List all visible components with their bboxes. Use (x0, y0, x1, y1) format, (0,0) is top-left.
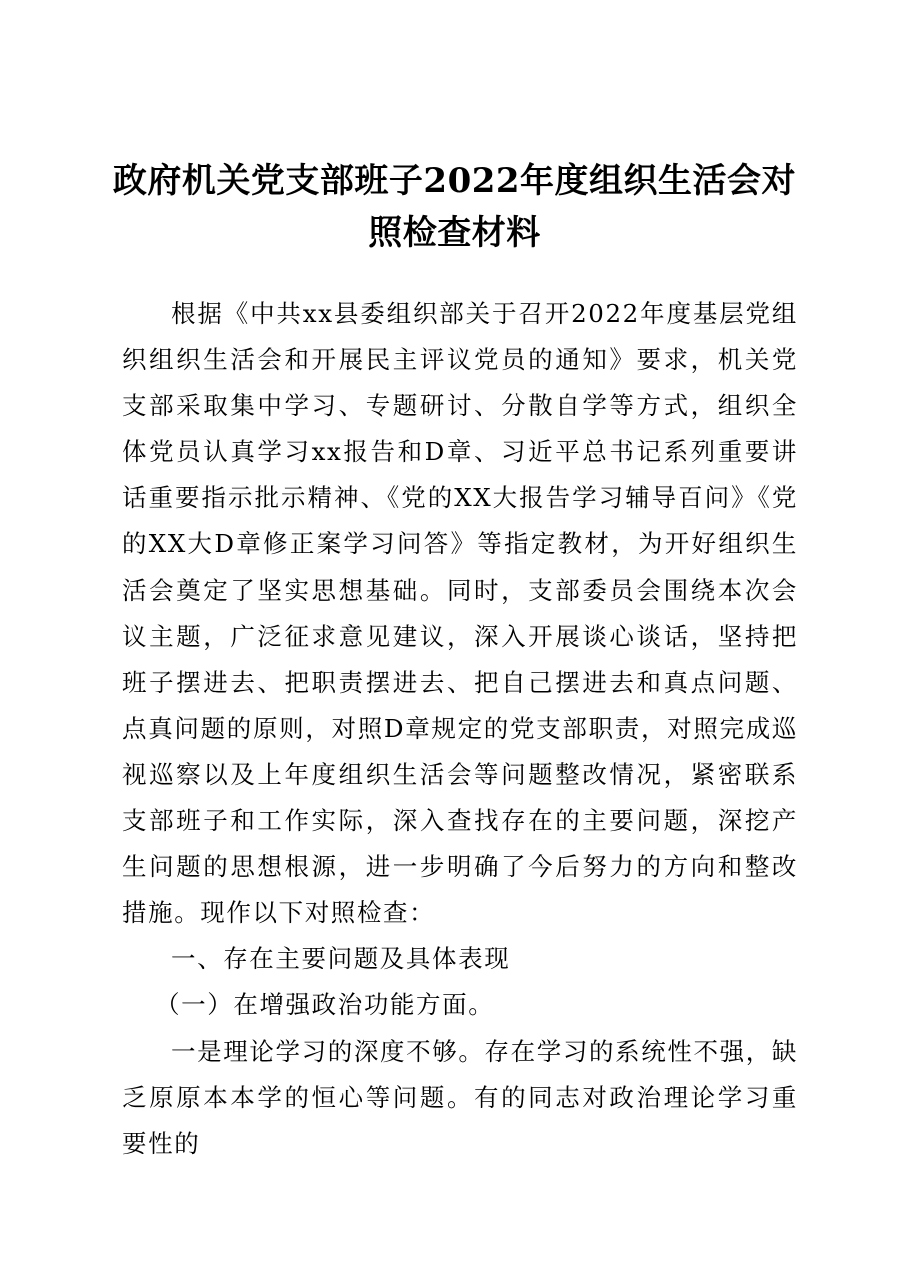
intro-paragraph: 根据《中共xx县委组织部关于召开2022年度基层党组织组织生活会和开展民主评议党员的通知》要求，机关党支部采取集中学习、专题研讨、分散自学等方式，组织全体党员认真学习xx报告和D章、习近平总书记系列重要讲话重要指示批示精神、《党的XX大报告学习辅导百问》《党的XX大D章修正案学习问答》等指定教材，为开好组织生活会奠定了坚实思想基础。同时，支部委员会围绕本次会议主题，广泛征求意见建议，深入开展谈心谈话，坚持把班子摆进去、把职责摆进去、把自己摆进去和真点问题、点真问题的原则，对照D章规定的党支部职责，对照完成巡视巡察以及上年度组织生活会等问题整改情况，紧密联系支部班子和工作实际，深入查找存在的主要问题，深挖产生问题的思想根源，进一步明确了今后努力的方向和整改措施。现作以下对照检查： (122, 299, 798, 928)
document-body (122, 291, 798, 1167)
subsection-heading: （一）在增强政治功能方面。 (155, 990, 495, 1020)
body-paragraph: 一是理论学习的深度不够。存在学习的系统性不强，缺乏原原本本学的恒心等问题。有的同志对政治理论学习重要性的 (122, 1036, 798, 1158)
section-heading: 一、存在主要问题及具体表现 (171, 944, 511, 974)
document-title: 政府机关党支部班子2022年度组织生活会对照检查材料 (112, 161, 797, 253)
